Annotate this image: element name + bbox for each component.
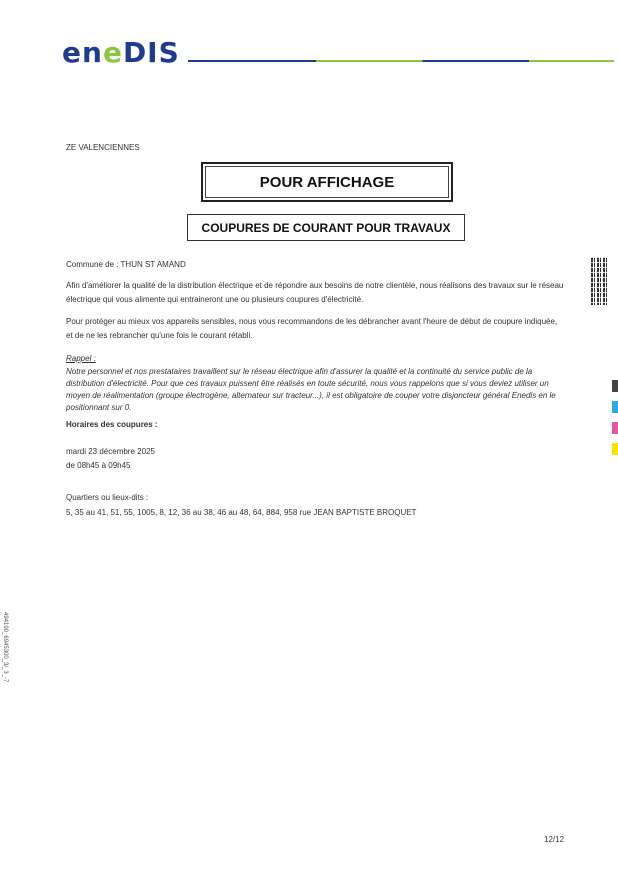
color-mark-magenta <box>612 422 618 434</box>
quartiers-list: 5, 35 au 41, 51, 55, 1005, 8, 12, 36 au 38, 46 au 48, 64, 884, 958 rue JEAN BAPTISTE BROQUET <box>66 508 417 517</box>
side-reference: 494190_6945300_3/_3_-7 <box>2 612 8 683</box>
header-rule <box>188 60 614 62</box>
protection-paragraph: Pour protéger au mieux vos appareils sensibles, nous vous recommandons de les débrancher avant l'heure de début de coupure indiquée, et de ne les rebrancher qu'une fois le courant rétabli. <box>66 317 558 340</box>
coupures-title-box: COUPURES DE COURANT POUR TRAVAUX <box>187 214 465 241</box>
page-number: 12/12 <box>544 835 565 844</box>
enedis-logo <box>62 36 180 69</box>
intro-paragraph: Afin d'améliorer la qualité de la distribution électrique et de répondre aux besoins de notre clientèle, nous réalisons des travaux sur le réseau électrique qui vous alimente qui entraineront une ou plusieurs coupures d'électricité. <box>66 281 564 304</box>
logo-text-3: DIS <box>122 36 180 69</box>
outage-time: de 08h45 à 09h45 <box>66 461 131 470</box>
color-mark-cyan <box>612 401 618 413</box>
rappel-section <box>66 352 566 414</box>
datamatrix-code <box>591 257 608 305</box>
rappel-title: Rappel : <box>66 354 96 363</box>
zone-label: ZE VALENCIENNES <box>66 143 140 152</box>
logo-text-2: e <box>102 36 123 69</box>
quartiers-title: Quartiers ou lieux-dits : <box>66 493 149 502</box>
horaires-title: Horaires des coupures : <box>66 420 158 429</box>
color-mark-dark <box>612 380 618 392</box>
outage-date: mardi 23 décembre 2025 <box>66 447 155 456</box>
color-mark-yellow <box>612 443 618 455</box>
rappel-text: Notre personnel et nos prestataires travaillent sur le réseau électrique afin d'assurer la qualité et la continuité du service public de la distribution d'électricité. Pour que ces travaux puissent être réalisés en toute sécurité, nous vous rappelons que si vous deviez utiliser un moyen de réalimentation (groupe électrogène, alternateur sur tracteur...), il est obligatoire de couper votre disjoncteur général Enedis en le positionnant sur 0. <box>66 366 556 412</box>
logo-text-1: en <box>62 36 103 69</box>
commune-line: Commune de : THUN ST AMAND <box>66 260 186 269</box>
pour-affichage-box: POUR AFFICHAGE <box>201 162 453 202</box>
